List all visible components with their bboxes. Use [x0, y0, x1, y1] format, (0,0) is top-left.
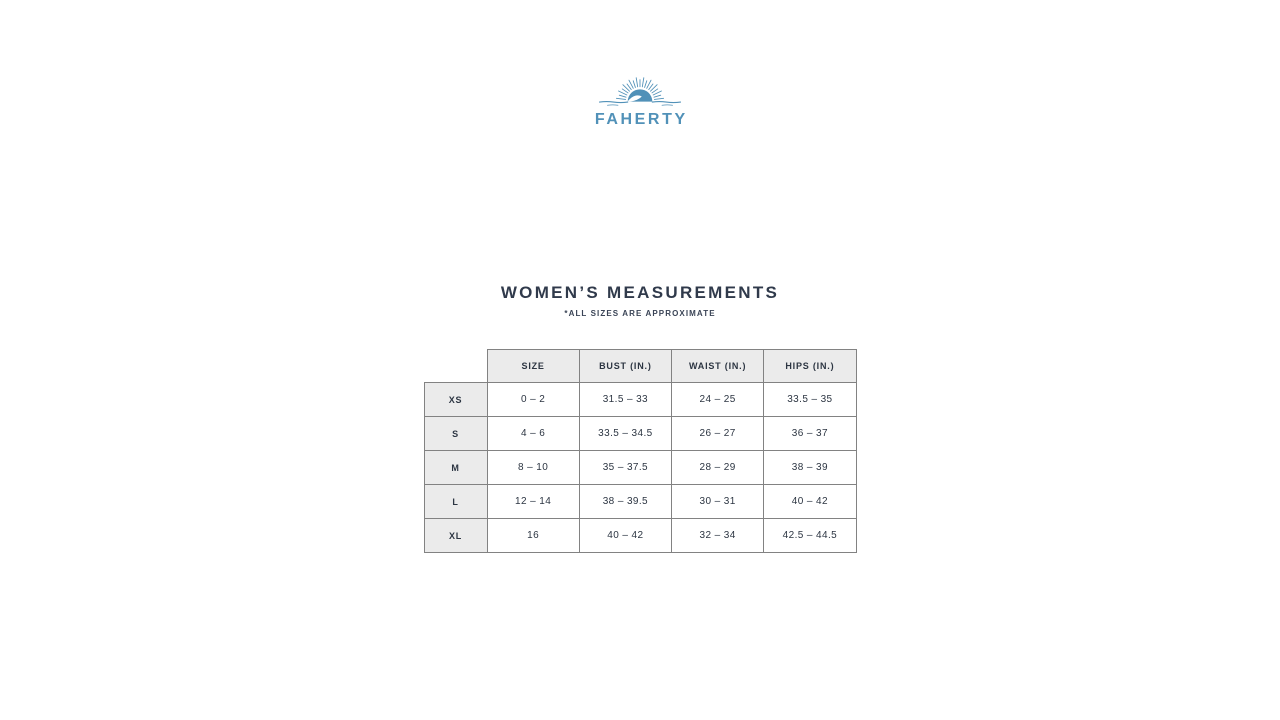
row-label: XS — [424, 383, 487, 417]
cell-size: 8 – 10 — [487, 451, 579, 485]
cell-size: 4 – 6 — [487, 417, 579, 451]
table-row-xl — [424, 519, 856, 553]
cell-bust: 35 – 37.5 — [579, 451, 671, 485]
cell-size: 0 – 2 — [487, 383, 579, 417]
header-row — [424, 350, 856, 383]
page-title: WOMEN’S MEASUREMENTS — [500, 283, 780, 302]
table-row-xs — [424, 383, 856, 417]
col-header-waist: WAIST (IN.) — [672, 350, 764, 383]
col-header-bust: BUST (IN.) — [579, 350, 671, 383]
cell-hips: 33.5 – 35 — [764, 383, 856, 417]
cell-hips: 42.5 – 44.5 — [764, 519, 856, 553]
corner-cell — [424, 350, 487, 383]
col-header-size: SIZE — [487, 350, 579, 383]
cell-hips: 40 – 42 — [764, 485, 856, 519]
page-subtitle: *ALL SIZES ARE APPROXIMATE — [564, 309, 716, 318]
brand-wordmark: FAHERTY — [594, 111, 688, 128]
cell-bust: 33.5 – 34.5 — [579, 417, 671, 451]
size-chart-table — [424, 349, 857, 553]
cell-size: 16 — [487, 519, 579, 553]
brand-logo — [592, 66, 687, 129]
sunburst-wave-icon — [596, 66, 684, 110]
row-label: M — [424, 451, 487, 485]
row-label: XL — [424, 519, 487, 553]
table-row-l — [424, 485, 856, 519]
cell-size: 12 – 14 — [487, 485, 579, 519]
table-row-s — [424, 417, 856, 451]
col-header-hips: HIPS (IN.) — [764, 350, 856, 383]
cell-bust: 31.5 – 33 — [579, 383, 671, 417]
cell-waist: 26 – 27 — [672, 417, 764, 451]
cell-waist: 32 – 34 — [672, 519, 764, 553]
cell-waist: 28 – 29 — [672, 451, 764, 485]
cell-waist: 24 – 25 — [672, 383, 764, 417]
cell-hips: 38 – 39 — [764, 451, 856, 485]
cell-hips: 36 – 37 — [764, 417, 856, 451]
cell-bust: 38 – 39.5 — [579, 485, 671, 519]
row-label: L — [424, 485, 487, 519]
waterline — [600, 102, 681, 106]
row-label: S — [424, 417, 487, 451]
cell-waist: 30 – 31 — [672, 485, 764, 519]
cell-bust: 40 – 42 — [579, 519, 671, 553]
table-row-m — [424, 451, 856, 485]
